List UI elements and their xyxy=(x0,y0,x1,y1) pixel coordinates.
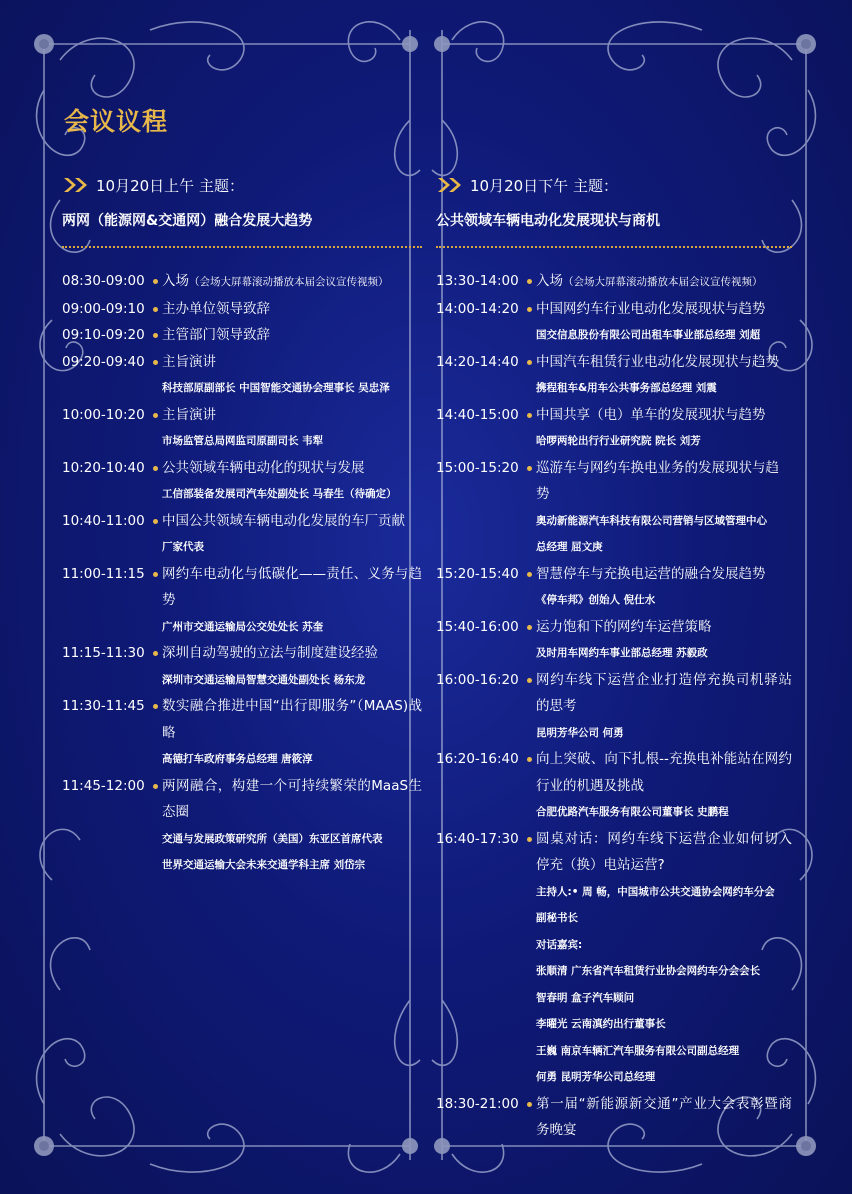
agenda-item xyxy=(62,322,422,349)
agenda-title xyxy=(536,667,792,720)
agenda-time: 14:40-15:00 xyxy=(436,406,519,423)
agenda-title-text: 数实融合推进中国“出行即服务”（MAAS)战略 xyxy=(162,698,422,741)
agenda-item xyxy=(62,402,422,429)
agenda-title-text: 网约车线下运营企业打造停充换司机驿站的思考 xyxy=(536,671,792,714)
gold-bullet-icon xyxy=(526,402,536,429)
agenda-item xyxy=(62,773,422,826)
gold-bullet-icon xyxy=(152,773,162,800)
agenda-title-text: 主旨演讲 xyxy=(162,406,216,423)
agenda-item xyxy=(436,746,792,799)
afternoon-column xyxy=(436,172,792,1144)
agenda-item xyxy=(62,455,422,482)
agenda-title-note: （会场大屏幕滚动播放本届会议宣传视频） xyxy=(189,276,389,288)
gold-bullet-icon xyxy=(526,1091,536,1118)
agenda-title-text: 向上突破、向下扎根--充换电补能站在网约行业的机遇及挑战 xyxy=(536,751,792,794)
agenda-title xyxy=(536,746,792,799)
agenda-speaker: 工信部装备发展司汽车处副处长 马春生（待确定） xyxy=(162,488,397,500)
agenda-title xyxy=(162,640,422,667)
morning-column xyxy=(62,172,422,879)
double-chevron-right-icon xyxy=(62,176,90,194)
agenda-title xyxy=(536,349,792,376)
afternoon-heading: 10月20日下午 主题： xyxy=(470,176,618,195)
agenda-speaker: 《停车邦》创始人 倪仕水 xyxy=(536,594,656,606)
agenda-title-text: 中国公共领域车辆电动化发展的车厂贡献 xyxy=(162,512,405,529)
agenda-time: 15:20-15:40 xyxy=(436,565,519,582)
double-chevron-right-icon xyxy=(436,176,464,194)
agenda-item xyxy=(62,640,422,667)
agenda-item xyxy=(436,1091,792,1144)
agenda-speaker: 国交信息股份有限公司出租车事业部总经理 刘超 xyxy=(536,329,761,341)
agenda-time: 10:20-10:40 xyxy=(62,459,145,476)
agenda-speaker: 智春明 盒子汽车顾问 xyxy=(536,991,635,1004)
agenda-title xyxy=(536,1091,792,1144)
agenda-speaker: 高德打车政府事务总经理 唐筱淳 xyxy=(162,753,313,765)
agenda-item xyxy=(436,561,792,588)
gold-bullet-icon xyxy=(152,693,162,720)
gold-bullet-icon xyxy=(152,561,162,588)
agenda-title-text: 中国网约车行业电动化发展现状与趋势 xyxy=(536,300,766,317)
agenda-time: 18:30-21:00 xyxy=(436,1095,519,1112)
agenda-title-text: 两网融合，构建一个可持续繁荣的MaaS生态圈 xyxy=(162,777,422,820)
agenda-title-text: 网约车电动化与低碳化——责任、义务与趋势 xyxy=(162,565,422,608)
agenda-title-text: 第一届“新能源新交通”产业大会表彰暨商务晚宴 xyxy=(536,1095,792,1138)
gold-bullet-icon xyxy=(526,746,536,773)
agenda-time: 11:15-11:30 xyxy=(62,645,145,661)
agenda-speaker: 携程租车&用车公共事务部总经理 刘震 xyxy=(536,382,717,394)
agenda-speaker: 深圳市交通运输局智慧交通处副处长 杨东龙 xyxy=(162,673,366,686)
agenda-title xyxy=(162,508,422,535)
gold-bullet-icon xyxy=(152,508,162,535)
agenda-title-text: 中国汽车租赁行业电动化发展现状与趋势 xyxy=(536,353,779,370)
agenda-speaker: 李曜光 云南滇约出行董事长 xyxy=(536,1018,666,1030)
agenda-item xyxy=(62,693,422,746)
agenda-item xyxy=(436,402,792,429)
gold-bullet-icon xyxy=(152,455,162,482)
agenda-speaker: 合肥优路汽车服务有限公司董事长 史鹏程 xyxy=(536,806,729,818)
agenda-speaker: 科技部原副部长 中国智能交通协会理事长 吴忠泽 xyxy=(162,382,390,394)
agenda-title-text: 主办单位领导致辞 xyxy=(162,300,270,317)
agenda-title xyxy=(162,322,422,349)
agenda-title-text: 巡游车与网约车换电业务的发展现状与趋势 xyxy=(536,459,779,502)
agenda-speaker: 及时用车网约车事业部总经理 苏毅政 xyxy=(536,647,708,659)
agenda-title xyxy=(162,561,422,614)
agenda-speaker: 交通与发展政策研究所（美国）东亚区首席代表 xyxy=(162,832,383,845)
agenda-speaker: 广州市交通运输局公交处处长 苏奎 xyxy=(162,620,324,633)
agenda-title xyxy=(162,296,422,323)
gold-bullet-icon xyxy=(152,268,162,295)
agenda-title-text: 运力饱和下的网约车运营策略 xyxy=(536,618,712,635)
agenda-time: 09:20-09:40 xyxy=(62,353,145,370)
agenda-item xyxy=(62,508,422,535)
agenda-title-text: 深圳自动驾驶的立法与制度建设经验 xyxy=(162,645,378,661)
agenda-speaker: 昆明芳华公司 何勇 xyxy=(536,726,624,739)
agenda-title xyxy=(162,349,422,376)
gold-bullet-icon xyxy=(152,322,162,349)
agenda-item xyxy=(62,296,422,323)
agenda-title-text: 公共领域车辆电动化的现状与发展 xyxy=(162,459,365,476)
agenda-time: 09:10-09:20 xyxy=(62,327,145,343)
agenda-item xyxy=(436,268,792,296)
agenda-title-text: 入场 xyxy=(536,273,563,289)
agenda-speaker: 哈啰两轮出行行业研究院 院长 刘芳 xyxy=(536,435,701,447)
agenda-time: 16:40-17:30 xyxy=(436,830,519,847)
gold-dotted-divider xyxy=(436,246,792,248)
afternoon-header xyxy=(436,172,792,198)
agenda-time: 15:40-16:00 xyxy=(436,618,519,635)
agenda-time: 11:00-11:15 xyxy=(62,565,145,582)
afternoon-agenda-list xyxy=(436,268,792,1144)
agenda-title-note: （会场大屏幕滚动播放本届会议宣传视频） xyxy=(563,276,763,288)
agenda-time: 15:00-15:20 xyxy=(436,459,519,476)
agenda-speaker: 王巍 南京车辆汇汽车服务有限公司副总经理 xyxy=(536,1044,740,1057)
agenda-time: 08:30-09:00 xyxy=(62,273,145,289)
agenda-time: 11:30-11:45 xyxy=(62,698,145,714)
agenda-speaker: 张顺清 广东省汽车租赁行业协会网约车分会会长 xyxy=(536,965,761,977)
agenda-title xyxy=(162,693,422,746)
agenda-title xyxy=(162,455,422,482)
gold-bullet-icon xyxy=(152,349,162,376)
agenda-time: 09:00-09:10 xyxy=(62,300,145,317)
gold-dotted-divider xyxy=(62,246,422,248)
morning-heading: 10月20日上午 主题： xyxy=(96,176,244,195)
agenda-title xyxy=(536,614,792,641)
agenda-title xyxy=(536,402,792,429)
agenda-title xyxy=(536,296,792,323)
agenda-speaker: 厂家代表 xyxy=(162,541,204,553)
agenda-speaker: 总经理 屈文庚 xyxy=(536,541,603,553)
agenda-speaker: 市场监管总局网监司原副司长 韦犁 xyxy=(162,435,324,447)
gold-bullet-icon xyxy=(526,296,536,323)
gold-bullet-icon xyxy=(526,614,536,641)
agenda-time: 13:30-14:00 xyxy=(436,273,519,289)
gold-bullet-icon xyxy=(152,640,162,667)
agenda-item xyxy=(62,349,422,376)
agenda-item xyxy=(436,455,792,508)
agenda-time: 11:45-12:00 xyxy=(62,777,145,794)
agenda-time: 16:00-16:20 xyxy=(436,671,519,688)
agenda-title xyxy=(536,561,792,588)
gold-bullet-icon xyxy=(526,455,536,482)
afternoon-theme: 公共领域车辆电动化发展现状与商机 xyxy=(436,213,660,229)
page-title: 会议议程 xyxy=(64,107,169,136)
agenda-title xyxy=(162,268,422,296)
gold-bullet-icon xyxy=(526,826,536,853)
agenda-title xyxy=(536,826,792,879)
agenda-time: 10:40-11:00 xyxy=(62,512,145,529)
agenda-speaker: 副秘书长 xyxy=(536,912,578,924)
gold-bullet-icon xyxy=(526,349,536,376)
gold-bullet-icon xyxy=(526,561,536,588)
agenda-title-text: 入场 xyxy=(162,273,189,289)
agenda-title-text: 主管部门领导致辞 xyxy=(162,327,270,343)
agenda-title xyxy=(162,773,422,826)
morning-header xyxy=(62,172,422,198)
agenda-speaker: 主持人:• 周 畅，中国城市公共交通协会网约车分会 xyxy=(536,885,775,898)
agenda-item xyxy=(436,296,792,323)
agenda-item xyxy=(62,268,422,296)
gold-bullet-icon xyxy=(526,667,536,694)
agenda-item xyxy=(62,561,422,614)
agenda-title-text: 圆桌对话：网约车线下运营企业如何切入停充（换）电站运营? xyxy=(536,830,792,873)
agenda-speaker: 对话嘉宾: xyxy=(536,938,583,951)
agenda-title-text: 中国共享（电）单车的发展现状与趋势 xyxy=(536,406,766,423)
morning-theme: 两网（能源网&交通网）融合发展大趋势 xyxy=(62,213,313,229)
gold-bullet-icon xyxy=(152,402,162,429)
agenda-speaker: 何勇 昆明芳华公司总经理 xyxy=(536,1071,656,1083)
gold-bullet-icon xyxy=(152,296,162,323)
agenda-time: 10:00-10:20 xyxy=(62,406,145,423)
agenda-title xyxy=(162,402,422,429)
agenda-item xyxy=(436,614,792,641)
agenda-time: 14:20-14:40 xyxy=(436,353,519,370)
agenda-speaker: 世界交通运输大会未来交通学科主席 刘岱宗 xyxy=(162,859,366,871)
agenda-item xyxy=(436,826,792,879)
agenda-title-text: 智慧停车与充换电运营的融合发展趋势 xyxy=(536,565,766,582)
agenda-time: 16:20-16:40 xyxy=(436,751,519,767)
agenda-item xyxy=(436,349,792,376)
morning-agenda-list xyxy=(62,268,422,879)
agenda-speaker: 奥动新能源汽车科技有限公司营销与区域管理中心 xyxy=(536,514,767,527)
agenda-time: 14:00-14:20 xyxy=(436,300,519,317)
agenda-title-text: 主旨演讲 xyxy=(162,353,216,370)
agenda-title xyxy=(536,268,792,296)
gold-bullet-icon xyxy=(526,268,536,295)
agenda-title xyxy=(536,455,792,508)
agenda-item xyxy=(436,667,792,720)
